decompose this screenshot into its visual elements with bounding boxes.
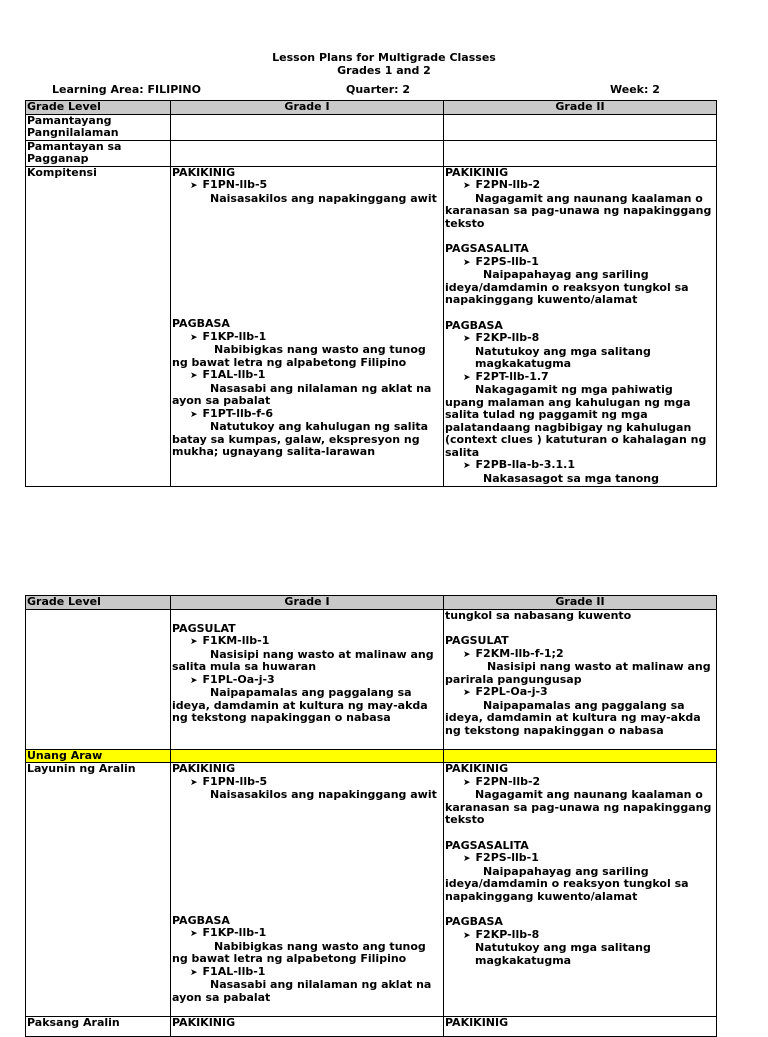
competency-code: ➤ F1KP-llb-1 <box>172 927 442 941</box>
competency-text: salita mula sa huwaran <box>172 660 317 673</box>
table-row <box>26 609 717 749</box>
competency-code: ➤ F2PT-llb-1.7 <box>445 371 715 385</box>
grade1-kompitensi <box>171 166 444 486</box>
competency-text: Nasasabi ang nilalaman ng aklat na <box>210 381 432 395</box>
grade2-pagsulat <box>444 609 717 749</box>
label-pagsulat: PAGSULAT <box>172 621 236 635</box>
competency-text: Nagagamit ang naunang kaalaman o <box>475 788 703 801</box>
label-pagbasa: PAGBASA <box>172 317 230 330</box>
competency-text: Nasisipi nang wasto at malinaw ang <box>210 647 434 661</box>
label-pagbasa: PAGBASA <box>445 318 503 332</box>
competency-code: ➤ F1AL-llb-1 <box>172 369 442 383</box>
grade2-kompitensi <box>444 166 717 486</box>
competency-text: ideya/damdamin o reaksyon tungkol sa <box>445 280 689 294</box>
competency-code: ➤ F1PN-llb-5 <box>172 776 442 790</box>
competency-text: tungkol sa nabasang kuwento <box>445 608 632 622</box>
competency-text: magkakatugma <box>475 953 572 967</box>
competency-text: Nasisipi nang wasto at malinaw ang <box>487 660 711 673</box>
competency-code: ➤ F2PB-lla-b-3.1.1 <box>445 459 715 473</box>
competency-text: magkakatugma <box>475 357 572 370</box>
competency-text: ng bawat letra ng alpabetong Filipino <box>172 355 407 369</box>
label-pakikinig: PAKIKINIG <box>172 165 236 179</box>
header-grade2: Grade II <box>444 596 717 610</box>
competency-code: ➤ F1PL-Oa-j-3 <box>172 674 442 688</box>
cell-empty <box>444 114 717 140</box>
table-row <box>26 140 717 166</box>
label-pagsasalita: PAGSASALITA <box>445 242 529 255</box>
competency-text: ng tekstong napakinggan o nabasa <box>172 711 391 724</box>
competency-text: Naipapamalas ang paggalang sa <box>483 698 685 712</box>
cell-empty <box>444 140 717 166</box>
competency-text: Nabibigkas nang wasto ang tunog <box>214 343 426 356</box>
lesson-table-1 <box>25 100 717 487</box>
competency-code: ➤ F1PT-llb-f-6 <box>172 408 442 422</box>
competency-text: ideya/damdamin o reaksyon tungkol sa <box>445 877 689 890</box>
competency-text: ng tekstong napakinggan o nabasa <box>445 723 664 737</box>
header-grade-level: Grade Level <box>26 596 171 610</box>
competency-text: mukha; ugnayang salita-larawan <box>172 445 376 458</box>
label-pagbasa: PAGBASA <box>445 915 503 928</box>
competency-text: Nagagamit ang naunang kaalaman o <box>475 191 703 205</box>
competency-text: karanasan sa pag-unawa ng napakinggang <box>445 800 712 814</box>
competency-text: karanasan sa pag-unawa ng napakinggang <box>445 204 712 217</box>
competency-text: ayon sa pabalat <box>172 990 271 1004</box>
document-meta <box>0 83 768 97</box>
row-label-pamantayang: Pamantayang Pangnilalaman <box>26 114 171 140</box>
competency-text: upang malaman ang kahulugan ng mga <box>445 395 691 409</box>
label-pagsasalita: PAGSASALITA <box>445 838 529 852</box>
competency-code: ➤ F2PL-Oa-j-3 <box>445 686 715 700</box>
row-label-kompitensi: Kompitensi <box>26 166 171 486</box>
competency-text: Naisasakilos ang napakinggang awit <box>210 191 437 205</box>
competency-text: teksto <box>445 216 485 230</box>
competency-code: ➤ F1PN-llb-5 <box>172 179 442 193</box>
table-row <box>26 114 717 140</box>
competency-code: ➤ F2KP-llb-8 <box>445 929 715 943</box>
competency-text: Nabibigkas nang wasto ang tunog <box>214 939 426 953</box>
competency-text: Natutukoy ang mga salitang <box>475 941 651 954</box>
header-grade-level: Grade Level <box>26 101 171 115</box>
grade2-layunin <box>444 763 717 1017</box>
header-grade2: Grade II <box>444 101 717 115</box>
competency-text: salita <box>445 445 480 459</box>
label-pagsulat: PAGSULAT <box>445 634 509 647</box>
learning-area: Learning Area: FILIPINO <box>52 83 201 96</box>
competency-text: Naipapamalas ang paggalang sa <box>210 686 412 699</box>
table-header-row <box>26 101 717 115</box>
competency-code: ➤ F2KM-llb-f-1;2 <box>445 648 715 662</box>
grade1-pagsulat <box>171 609 444 749</box>
competency-text: ayon sa pabalat <box>172 394 271 407</box>
competency-code: ➤ F1KM-llb-1 <box>172 635 442 649</box>
label-pagbasa: PAGBASA <box>172 913 230 927</box>
competency-text: Natutukoy ang mga salitang <box>475 344 651 358</box>
table-row <box>26 763 717 1017</box>
cell-empty <box>444 749 717 763</box>
table-row <box>26 749 717 763</box>
quarter: Quarter: 2 <box>346 83 411 96</box>
document-subtitle: Grades 1 and 2 <box>337 64 431 77</box>
competency-text: napakinggang kuwento/alamat <box>445 889 638 903</box>
competency-code: ➤ F2PS-llb-1 <box>445 256 715 270</box>
competency-text: (context clues ) katuturan o kahalagan ng <box>445 433 707 446</box>
grade2-paksang <box>444 1017 717 1037</box>
competency-code: ➤ F2PN-llb-2 <box>445 179 715 193</box>
competency-text: Naipapahayag ang sariling <box>483 864 649 878</box>
competency-text: Nakasasagot sa mga tanong <box>483 471 659 485</box>
document-header <box>0 51 768 77</box>
competency-text: ng bawat letra ng alpabetong Filipino <box>172 952 407 965</box>
cell-empty <box>26 609 171 749</box>
table-header-row <box>26 596 717 610</box>
grade1-layunin <box>171 763 444 1017</box>
row-label-unang-araw: Unang Araw <box>26 749 171 763</box>
competency-text: napakinggang kuwento/alamat <box>445 293 638 306</box>
lesson-table-2 <box>25 595 717 1037</box>
competency-text: parirala pangungusap <box>445 672 582 686</box>
competency-code: ➤ F2PS-llb-1 <box>445 852 715 866</box>
label-pakikinig: PAKIKINIG <box>172 1016 236 1029</box>
cell-empty <box>171 749 444 763</box>
competency-text: palatandaang nagbibigay ng kahulugan <box>445 420 692 434</box>
competency-text: Natutukoy ang kahulugan ng salita <box>210 420 429 433</box>
competency-text: ideya, damdamin at kultura ng may-akda <box>172 698 428 712</box>
table-row <box>26 1017 717 1037</box>
label-pakikinig: PAKIKINIG <box>445 762 509 775</box>
row-label-pamantayan: Pamantayan sa Pagganap <box>26 140 171 166</box>
grade1-paksang <box>171 1017 444 1037</box>
competency-text: ideya, damdamin at kultura ng may-akda <box>445 711 701 724</box>
competency-text: Nakagagamit ng mga pahiwatig <box>475 383 673 396</box>
competency-text: Naipapahayag ang sariling <box>483 268 649 281</box>
competency-code: ➤ F1KP-llb-1 <box>172 331 442 345</box>
row-label-paksang: Paksang Aralin <box>26 1017 171 1037</box>
competency-text: Naisasakilos ang napakinggang awit <box>210 788 437 801</box>
row-label-layunin: Layunin ng Aralin <box>26 763 171 1017</box>
label-pakikinig: PAKIKINIG <box>445 165 509 179</box>
document-title: Lesson Plans for Multigrade Classes <box>272 51 496 64</box>
competency-text: teksto <box>445 813 485 826</box>
header-grade1: Grade I <box>171 596 444 610</box>
week: Week: 2 <box>610 83 660 96</box>
label-pakikinig: PAKIKINIG <box>172 762 236 775</box>
competency-code: ➤ F1AL-llb-1 <box>172 966 442 980</box>
competency-code: ➤ F2PN-llb-2 <box>445 776 715 790</box>
competency-text: Nasasabi ang nilalaman ng aklat na <box>210 978 432 991</box>
competency-code: ➤ F2KP-llb-8 <box>445 332 715 346</box>
label-pakikinig: PAKIKINIG <box>445 1016 509 1029</box>
cell-empty <box>171 114 444 140</box>
competency-text: batay sa kumpas, galaw, ekspresyon ng <box>172 432 420 446</box>
header-grade1: Grade I <box>171 101 444 115</box>
cell-empty <box>171 140 444 166</box>
table-row <box>26 166 717 486</box>
competency-text: salita tulad ng paggamit ng mga <box>445 408 648 421</box>
